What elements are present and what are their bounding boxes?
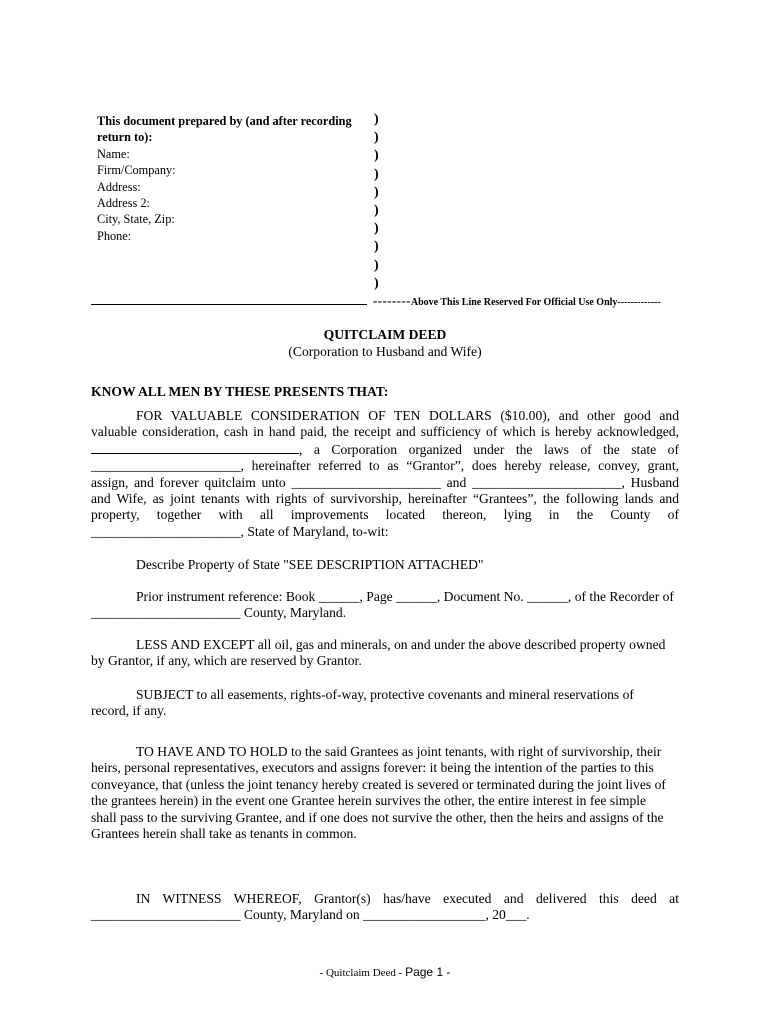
less-except-paragraph (91, 637, 679, 670)
preparer-name-label: Name: (97, 146, 130, 161)
page-footer (0, 965, 770, 979)
paragraph-line (91, 891, 679, 907)
bracket-paren: ) (374, 203, 379, 219)
preparer-bracket-column (374, 111, 379, 293)
bracket-paren: ) (374, 184, 379, 200)
habendum-line6: Grantees herein shall take as tenants in common. (91, 826, 357, 842)
bracket-paren: ) (374, 130, 379, 146)
habendum-line2: heirs, personal representatives, executors and assigns forever: it being the intention of the parties to this (91, 760, 654, 776)
paragraph-line (91, 744, 679, 760)
preparer-firm-label: Firm/Company: (97, 163, 176, 178)
document-subtitle: (Corporation to Husband and Wife) (288, 344, 482, 359)
property-description-line: Describe Property of State "SEE DESCRIPTION ATTACHED" (136, 557, 484, 572)
consideration-line3: , a Corporation organized under the laws of the state of (299, 441, 679, 457)
footer-page-number: Page 1 - (405, 965, 451, 979)
consideration-line1: FOR VALUABLE CONSIDERATION OF TEN DOLLARS ($10.00), and other good and (136, 408, 679, 423)
preparer-city-label: City, State, Zip: (97, 212, 175, 227)
official-use-text: Above This Line Reserved For Official Use Only------------- (410, 297, 661, 308)
habendum-line3: conveyance, that (unless the joint tenancy hereby created is severed or terminated during the joint lives of (91, 776, 666, 792)
grantor-name-blank[interactable] (91, 441, 299, 454)
paragraph-line (91, 637, 679, 653)
bracket-paren: ) (374, 221, 379, 237)
bracket-paren: ) (374, 148, 379, 164)
consideration-line4: ______________________, hereinafter referred to as “Grantor”, does hereby release, convey, grant, (91, 458, 679, 474)
consideration-paragraph (91, 408, 679, 540)
subject-paragraph (91, 687, 679, 720)
preparer-address2-label: Address 2: (97, 196, 150, 211)
paragraph-line (91, 408, 679, 424)
preparer-phone-label: Phone: (97, 228, 132, 243)
paragraph-line (91, 589, 679, 605)
recording-divider-line (91, 304, 367, 305)
habendum-paragraph (91, 744, 679, 842)
preparer-heading-line1: This document prepared by (and after recording (97, 114, 352, 128)
bracket-paren: ) (374, 239, 379, 255)
witness-line2: ______________________ County, Maryland on __________________, 20___. (91, 907, 530, 923)
less-except-line2: by Grantor, if any, which are reserved by Grantor. (91, 653, 362, 669)
bracket-paren: ) (374, 275, 379, 291)
official-use-dashes: -------- (373, 293, 411, 308)
preparer-address-label: Address: (97, 179, 141, 194)
section-heading: KNOW ALL MEN BY THESE PRESENTS THAT: (91, 384, 389, 399)
bracket-paren: ) (374, 112, 379, 127)
paragraph-line (91, 441, 679, 458)
habendum-line1: TO HAVE AND TO HOLD to the said Grantees as joint tenants, with right of survivorship, their (136, 744, 662, 759)
consideration-line8: ______________________, State of Maryland, to-wit: (91, 523, 389, 539)
paragraph-line (91, 687, 679, 703)
preparer-heading-line2: return to): (97, 130, 153, 145)
prior-instrument-paragraph (91, 589, 679, 622)
subject-line2: record, if any. (91, 703, 167, 719)
consideration-line6: and Wife, as joint tenants with rights of survivorship, hereinafter “Grantees”, the following lands and (91, 491, 679, 507)
habendum-line4: the grantees herein) in the event one Grantee herein survives the other, the entire interest in fee simple (91, 793, 647, 809)
prior-line1: Prior instrument reference: Book ______, Page ______, Document No. ______, of the Recorder of (136, 589, 674, 604)
official-use-notice (373, 293, 661, 309)
bracket-paren: ) (374, 257, 379, 273)
consideration-line7: property, together with all improvements located thereon, lying in the County of (91, 507, 679, 523)
preparer-block (97, 113, 372, 244)
less-except-line1: LESS AND EXCEPT all oil, gas and minerals, on and under the above described property owned (136, 637, 666, 652)
witness-line1: IN WITNESS WHEREOF, Grantor(s) has/have executed and delivered this deed at (136, 891, 679, 906)
consideration-line5: assign, and forever quitclaim unto ______________________ and ______________________, Husband (91, 474, 679, 490)
subject-line1: SUBJECT to all easements, rights-of-way, protective covenants and mineral reservations of (136, 687, 634, 702)
habendum-line5: shall pass to the surviving Grantee, and if one does not survive the other, then the heirs and assigns of the (91, 809, 664, 825)
document-title: QUITCLAIM DEED (323, 327, 447, 342)
footer-doc-name: - Quitclaim Deed - (319, 967, 406, 979)
witness-paragraph (91, 891, 679, 924)
consideration-line2: valuable consideration, cash in hand paid, the receipt and sufficiency of which is hereby acknowledged, (91, 424, 679, 440)
prior-line2: ______________________ County, Maryland. (91, 605, 347, 621)
bracket-paren: ) (374, 166, 379, 182)
